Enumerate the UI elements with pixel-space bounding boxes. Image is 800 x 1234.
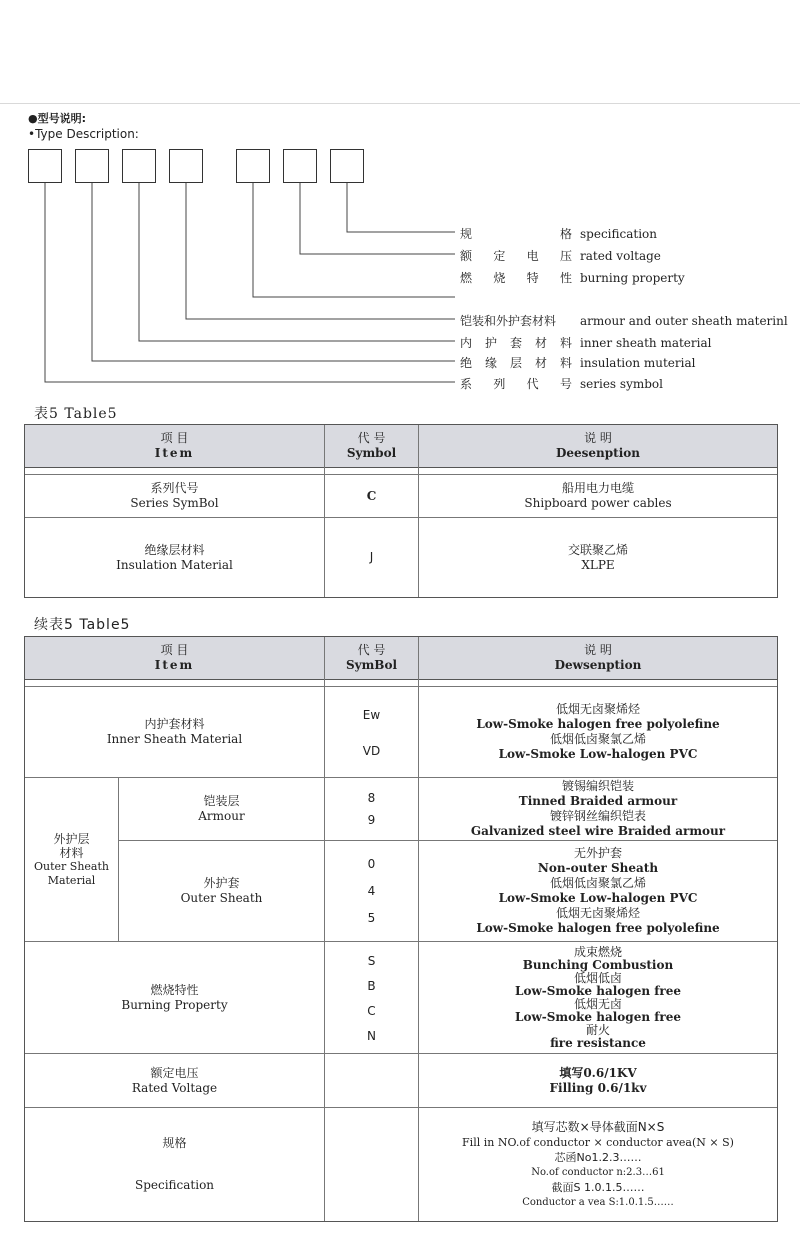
table2-inner-sheath-codes: Ew VD (362, 708, 381, 758)
table2-voltage-desc: 填写0.6/1KV Filling 0.6/1kv (549, 1065, 647, 1095)
table2-voltage-item: 额定电压 Rated Voltage (131, 1065, 218, 1095)
legend-row-3: 燃 烧 特 性 burning property (460, 271, 685, 285)
table2-inner-sheath-desc: 低烟无卤聚烯烃 Low-Smoke halogen free polyolefine 低烟低卤聚氯乙烯 Low-Smoke Low-halogen PVC (476, 702, 720, 761)
type-description-title-en: •Type Description: (28, 127, 139, 141)
table2-burning-desc: 成束燃烧 Bunching Combustion 低烟低卤 Low-Smoke halogen free 低烟无卤 Low-Smoke halogen free 耐火 fire resistance (515, 944, 681, 1050)
legend-row-1: 规 格 specification (460, 227, 657, 241)
table1-row-insulation-item: 绝缘层材料 Insulation Material (116, 542, 233, 572)
table2 (24, 636, 778, 1222)
table2-burning-item: 燃烧特性 Burning Property (121, 982, 228, 1012)
table1 (24, 424, 778, 598)
table2-burning-codes: S B C N (367, 953, 376, 1043)
table2-spec-item: 规格 Specification (134, 1135, 215, 1193)
legend-row-2: 额 定 电 压 rated voltage (460, 249, 661, 263)
table1-row-series-item: 系列代号 Series SymBol (130, 481, 219, 510)
table1-row-insulation-code: J (369, 550, 374, 564)
table2-caption: 续表5 Table5 (34, 617, 131, 633)
table1-head-symbol: 代 号 Symbol (325, 425, 418, 467)
table2-outer-sheath-codes: 0 4 5 (367, 857, 376, 925)
table2-head-symbol: 代 号 SymBol (325, 637, 418, 679)
legend-row-7: 系 列 代 号 series symbol (460, 377, 663, 391)
legend-row-4: 铠装和外护套材料 armour and outer sheath materinl (460, 314, 788, 328)
table1-row-insulation-desc: 交联聚乙烯 XLPE (567, 542, 628, 572)
legend-row-5: 内 护 套 材 料 inner sheath material (460, 336, 712, 350)
table1-head-item: 项 目 Item (25, 425, 324, 467)
table2-head-item: 项 目 Item (25, 637, 324, 679)
table2-spec-desc: 填写芯数×导体截面N×S Fill in NO.of conductor × conductor avea(N × S) 芯函No1.2.3…… No.of conductor n:2.3…61 截面S 1.0.1.5…… Conductor a vea S:1.0.1.5…… (462, 1119, 734, 1208)
table2-inner-sheath-item: 内护套材料 Inner Sheath Material (106, 717, 243, 746)
table2-outer-sheath-item: 外护套 Outer Sheath (180, 876, 263, 905)
table1-head-desc: 说 明 Deesenption (419, 425, 777, 467)
table1-caption: 表5 Table5 (34, 406, 118, 422)
table1-row-series-desc: 船用电力电缆 Shipboard power cables (524, 481, 672, 510)
table2-armour-desc: 镀锡编织铠装 Tinned Braided armour 镀锌钢丝编织铠表 Galvanized steel wire Braided armour (470, 779, 726, 838)
table2-outer-group-item: 外护层 材料 Outer Sheath Material (34, 831, 109, 887)
type-description-title-cn: ●型号说明: (28, 112, 86, 125)
table1-row-series-code: C (366, 488, 377, 503)
legend-row-6: 绝 缘 层 材 料 insulation muterial (460, 356, 696, 370)
table2-outer-sheath-desc: 无外护套 Non-outer Sheath 低烟低卤聚氯乙烯 Low-Smoke Low-halogen PVC 低烟无卤聚烯烃 Low-Smoke halogen free polyolefine (476, 846, 720, 935)
table2-armour-codes: 8 9 (367, 791, 376, 827)
table2-armour-item: 铠装层 Armour (198, 794, 245, 823)
table2-head-desc: 说 明 Dewsenption (419, 637, 777, 679)
